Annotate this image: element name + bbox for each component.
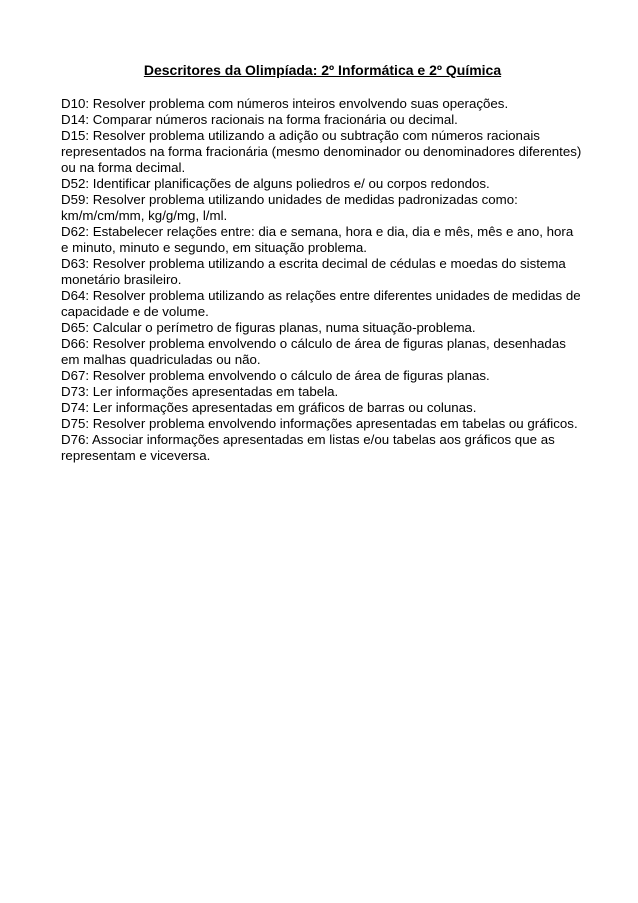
descriptor-item: D73: Ler informações apresentadas em tabela. — [61, 384, 339, 399]
descriptor-item: D62: Estabelecer relações entre: dia e semana, hora e dia, dia e mês, mês e ano, hora e minuto, minuto e segundo, em situação problema. — [61, 224, 574, 255]
descriptor-item: D59: Resolver problema utilizando unidades de medidas padronizadas como: km/m/cm/mm, kg/g/mg, l/ml. — [61, 192, 518, 223]
descriptor-item: D74: Ler informações apresentadas em gráficos de barras ou colunas. — [61, 400, 477, 415]
descriptor-item: D66: Resolver problema envolvendo o cálculo de área de figuras planas, desenhadas em malhas quadriculadas ou não. — [61, 336, 566, 367]
descriptor-item: D15: Resolver problema utilizando a adição ou subtração com números racionais representados na forma fracionária (mesmo denominador ou denominadores diferentes) ou na forma decimal. — [61, 128, 582, 175]
descriptor-item: D10: Resolver problema com números inteiros envolvendo suas operações. — [61, 96, 509, 111]
descriptor-list — [61, 96, 584, 464]
descriptor-item: D67: Resolver problema envolvendo o cálculo de área de figuras planas. — [61, 368, 490, 383]
document-title: Descritores da Olimpíada: 2º Informática e 2º Química — [143, 62, 502, 78]
descriptor-item: D65: Calcular o perímetro de figuras planas, numa situação-problema. — [61, 320, 476, 335]
descriptor-item: D52: Identificar planificações de alguns poliedros e/ ou corpos redondos. — [61, 176, 490, 191]
descriptor-item: D64: Resolver problema utilizando as relações entre diferentes unidades de medidas de capacidade e de volume. — [61, 288, 581, 319]
descriptor-item: D76: Associar informações apresentadas em listas e/ou tabelas aos gráficos que as representam e viceversa. — [61, 432, 555, 463]
descriptor-item: D14: Comparar números racionais na forma fracionária ou decimal. — [61, 112, 458, 127]
descriptor-item: D75: Resolver problema envolvendo informações apresentadas em tabelas ou gráficos. — [61, 416, 578, 431]
descriptor-item: D63: Resolver problema utilizando a escrita decimal de cédulas e moedas do sistema monetário brasileiro. — [61, 256, 566, 287]
